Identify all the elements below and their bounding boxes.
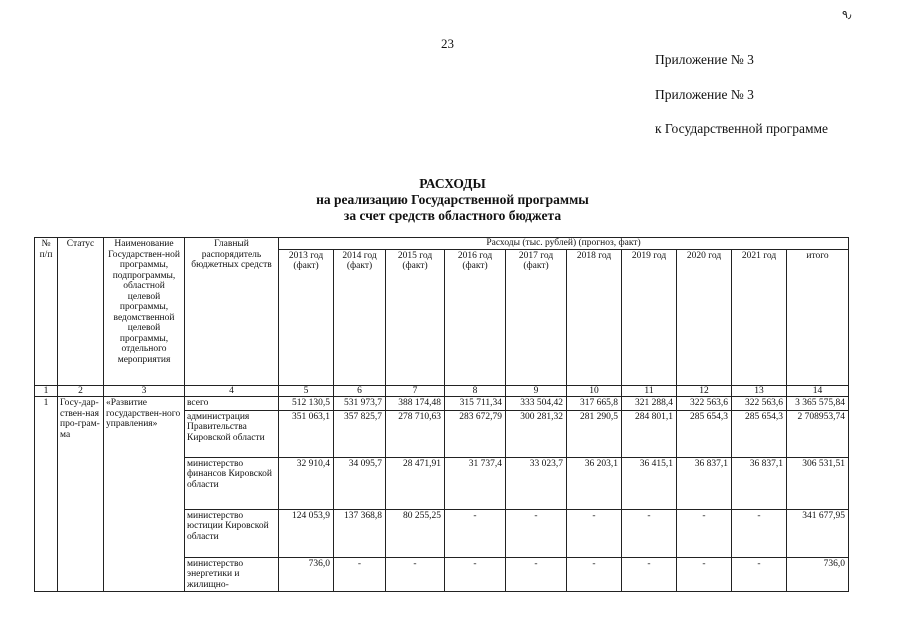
index-cell: 10 — [567, 385, 622, 397]
value-cell: - — [445, 557, 506, 592]
col-header-status: Статус — [58, 238, 104, 386]
value-cell: 278 710,63 — [386, 410, 445, 457]
index-cell: 11 — [622, 385, 677, 397]
total-cell: 341 677,95 — [787, 509, 849, 557]
value-cell: - — [677, 509, 732, 557]
value-cell: - — [732, 509, 787, 557]
value-cell: 285 654,3 — [732, 410, 787, 457]
value-cell: - — [506, 509, 567, 557]
value-cell: 36 837,1 — [732, 457, 787, 509]
col-header-year: 2019 год — [622, 249, 677, 385]
index-cell: 12 — [677, 385, 732, 397]
value-cell: 322 563,6 — [677, 397, 732, 411]
value-cell: 36 837,1 — [677, 457, 732, 509]
value-cell: 33 023,7 — [506, 457, 567, 509]
title-line: за счет средств областного бюджета — [343, 208, 562, 223]
col-header-year: 2013 год (факт) — [279, 249, 334, 385]
value-cell: 322 563,6 — [732, 397, 787, 411]
index-cell: 3 — [104, 385, 185, 397]
total-cell: 736,0 — [787, 557, 849, 592]
value-cell: 388 174,48 — [386, 397, 445, 411]
value-cell: 333 504,42 — [506, 397, 567, 411]
appendix-line: к Государственной программе — [655, 121, 829, 136]
value-cell: 28 471,91 — [386, 457, 445, 509]
value-cell: 512 130,5 — [279, 397, 334, 411]
value-cell: 300 281,32 — [506, 410, 567, 457]
table-row — [35, 397, 849, 411]
value-cell: 317 665,8 — [567, 397, 622, 411]
row-status: Госу-дар-ствен-ная про-грам-ма — [58, 397, 104, 592]
row-number: 1 — [35, 397, 58, 592]
value-cell: 284 801,1 — [622, 410, 677, 457]
col-header-manager: Главный распорядитель бюджетных средств — [185, 238, 279, 386]
value-cell: 315 711,34 — [445, 397, 506, 411]
value-cell: 283 672,79 — [445, 410, 506, 457]
col-header-year: 2016 год (факт) — [445, 249, 506, 385]
value-cell: 736,0 — [279, 557, 334, 592]
col-header-name: Наименование Государствен-ной программы, подпрограммы, областной целевой программы, ведомственной целевой программы, отдельного мероприятия — [104, 238, 185, 386]
value-cell: - — [506, 557, 567, 592]
col-header-year: 2021 год — [732, 249, 787, 385]
value-cell: - — [567, 557, 622, 592]
value-cell: 137 368,8 — [334, 509, 386, 557]
col-header-year: 2018 год — [567, 249, 622, 385]
value-cell: 351 063,1 — [279, 410, 334, 457]
document-title — [0, 176, 905, 224]
value-cell: 285 654,3 — [677, 410, 732, 457]
title-line: РАСХОДЫ — [419, 176, 486, 191]
col-header-year: 2020 год — [677, 249, 732, 385]
row-program: «Развитие государствен-ного управления» — [104, 397, 185, 592]
value-cell: 34 095,7 — [334, 457, 386, 509]
title-line: на реализацию Государственной программы — [316, 192, 589, 207]
col-header-year: 2017 год (факт) — [506, 249, 567, 385]
index-cell: 7 — [386, 385, 445, 397]
value-cell: - — [445, 509, 506, 557]
value-cell: - — [334, 557, 386, 592]
value-cell: - — [622, 509, 677, 557]
col-header-num: № п/п — [35, 238, 58, 386]
row-manager: министерство финансов Кировской области — [185, 457, 279, 509]
value-cell: 281 290,5 — [567, 410, 622, 457]
value-cell: 36 415,1 — [622, 457, 677, 509]
col-header-total: итого — [787, 249, 849, 385]
col-header-year: 2014 год (факт) — [334, 249, 386, 385]
value-cell: 357 825,7 — [334, 410, 386, 457]
column-index-row — [35, 385, 849, 397]
value-cell: - — [386, 557, 445, 592]
page-number: 23 — [441, 36, 454, 51]
value-cell: - — [622, 557, 677, 592]
value-cell: 124 053,9 — [279, 509, 334, 557]
total-cell: 306 531,51 — [787, 457, 849, 509]
value-cell: 32 910,4 — [279, 457, 334, 509]
value-cell: - — [677, 557, 732, 592]
row-manager: министерство юстиции Кировской области — [185, 509, 279, 557]
row-manager: администрация Правительства Кировской области — [185, 410, 279, 457]
value-cell: 80 255,25 — [386, 509, 445, 557]
header-row — [35, 238, 849, 250]
index-cell: 2 — [58, 385, 104, 397]
index-cell: 5 — [279, 385, 334, 397]
expenses-table — [34, 237, 849, 592]
value-cell: - — [732, 557, 787, 592]
total-cell: 3 365 575,84 — [787, 397, 849, 411]
col-header-year: 2015 год (факт) — [386, 249, 445, 385]
index-cell: 8 — [445, 385, 506, 397]
index-cell: 1 — [35, 385, 58, 397]
corner-marks — [842, 8, 852, 21]
row-manager: министерство энергетики и жилищно- — [185, 557, 279, 592]
total-cell: 2 708953,74 — [787, 410, 849, 457]
col-header-expenses: Расходы (тыс. рублей) (прогноз, факт) — [279, 238, 849, 250]
index-cell: 14 — [787, 385, 849, 397]
appendix-line: Приложение № 3 — [655, 87, 754, 102]
value-cell: 31 737,4 — [445, 457, 506, 509]
index-cell: 13 — [732, 385, 787, 397]
appendix-line: Приложение № 3 — [655, 52, 754, 67]
index-cell: 9 — [506, 385, 567, 397]
index-cell: 4 — [185, 385, 279, 397]
row-manager: всего — [185, 397, 279, 411]
index-cell: 6 — [334, 385, 386, 397]
value-cell: 36 203,1 — [567, 457, 622, 509]
corner-mark: ٫ — [847, 9, 852, 21]
value-cell: 531 973,7 — [334, 397, 386, 411]
value-cell: - — [567, 509, 622, 557]
corner-mark: ٩ — [842, 9, 848, 21]
value-cell: 321 288,4 — [622, 397, 677, 411]
